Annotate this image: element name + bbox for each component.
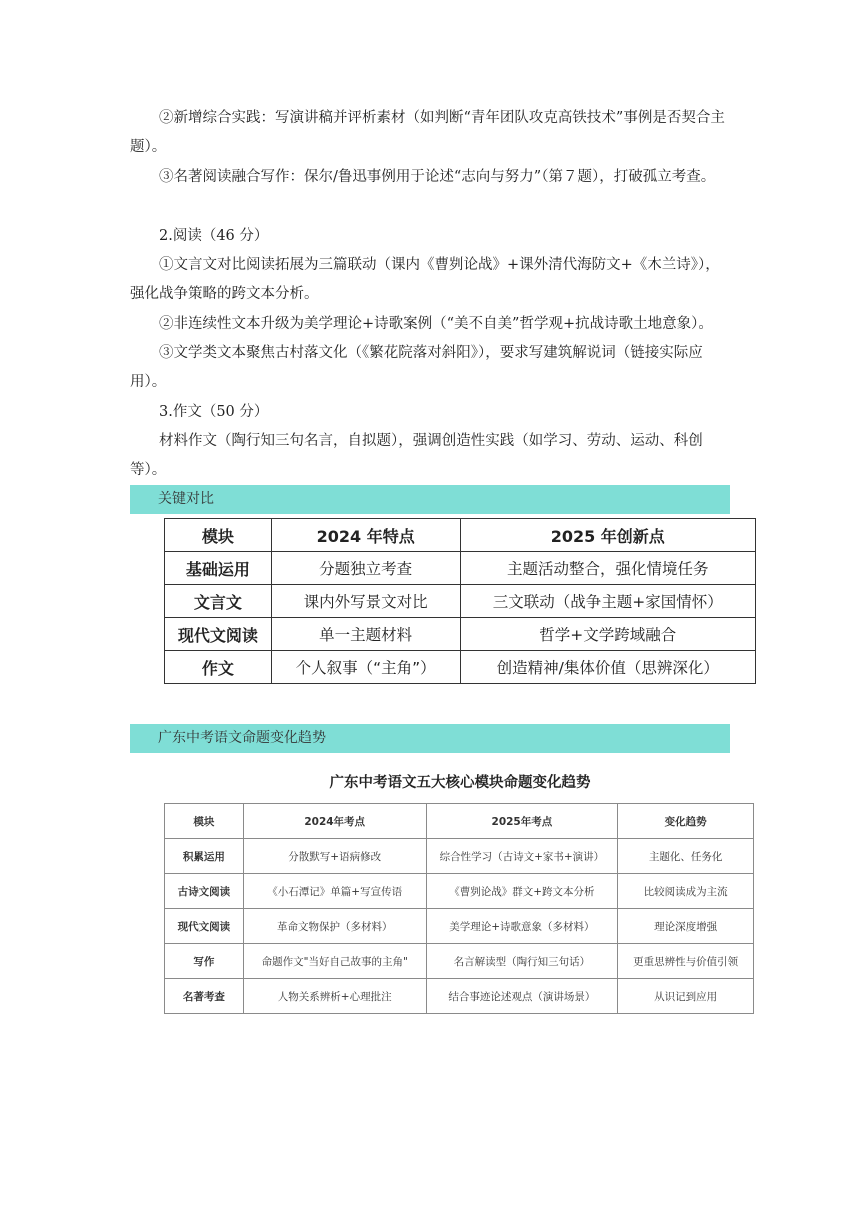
table-cell: 理论深度增强 [618,909,754,944]
header-cell: 2025年考点 [426,804,618,839]
header-cell: 变化趋势 [618,804,754,839]
trend-table-title: 广东中考语文五大核心模块命题变化趋势 [329,774,591,791]
table-row [165,839,754,874]
row-header-cell: 作文 [165,651,272,684]
row-header-cell: 名著考查 [165,979,244,1014]
row-header-cell: 积累运用 [165,839,244,874]
comparison-table [164,518,756,684]
row-header-cell: 现代文阅读 [165,618,272,651]
paragraph-composition: 材料作文（陶行知三句名言，自拟题），强调创造性实践（如学习、劳动、运动、科创等）。 [130,433,703,478]
header-cell: 模块 [165,804,244,839]
table-cell: 分散默写+语病修改 [243,839,426,874]
table-cell: 主题化、任务化 [618,839,754,874]
table-row [165,944,754,979]
table-cell: 从识记到应用 [618,979,754,1014]
table-cell: 《曹刿论战》群文+跨文本分析 [426,874,618,909]
table-cell: 人物关系辨析+心理批注 [243,979,426,1014]
table-row [165,651,756,684]
table-row [165,618,756,651]
header-cell: 2024 年特点 [271,519,460,552]
table-cell: 个人叙事（“主角”） [271,651,460,684]
table-cell: 综合性学习（古诗文+家书+演讲） [426,839,618,874]
table-cell: 革命文物保护（多材料） [243,909,426,944]
section-bar-trend: 广东中考语文命题变化趋势 [130,724,730,753]
row-header-cell: 基础运用 [165,552,272,585]
table-cell: 命题作文"当好自己故事的主角" [243,944,426,979]
trend-table [164,803,754,1014]
table-header-row [165,804,754,839]
paragraph-classics: ③名著阅读融合写作：保尔/鲁迅事例用于论述“志向与努力”（第７题），打破孤立考查。 [159,169,716,185]
table-cell: 分题独立考查 [271,552,460,585]
row-header-cell: 现代文阅读 [165,909,244,944]
table-cell: 单一主题材料 [271,618,460,651]
table-row [165,909,754,944]
header-cell: 2025 年创新点 [460,519,755,552]
table-row [165,874,754,909]
table-row [165,979,754,1014]
table-cell: 更重思辨性与价值引领 [618,944,754,979]
row-header-cell: 写作 [165,944,244,979]
heading-reading: 2.阅读（46 分） [159,228,269,244]
table-cell: 结合事迹论述观点（演讲场景） [426,979,618,1014]
table-cell: 比较阅读成为主流 [618,874,754,909]
paragraph-literary-text: ③文学类文本聚焦古村落文化（《繁花院落对斜阳》），要求写建筑解说词（链接实际应用）。 [130,345,703,390]
section-bar-comparison: 关键对比 [130,485,730,514]
table-header-row [165,519,756,552]
table-row [165,552,756,585]
heading-writing: 3.作文（50 分） [159,404,269,420]
table-cell: 哲学+文学跨域融合 [460,618,755,651]
table-cell: 三文联动（战争主题+家国情怀） [460,585,755,618]
table-cell: 主题活动整合，强化情境任务 [460,552,755,585]
table-cell: 创造精神/集体价值（思辨深化） [460,651,755,684]
table-cell: 《小石潭记》单篇+写宣传语 [243,874,426,909]
row-header-cell: 文言文 [165,585,272,618]
paragraph-nonlinear-text: ②非连续性文本升级为美学理论+诗歌案例（“美不自美”哲学观+抗战诗歌土地意象）。 [159,316,713,332]
table-cell: 名言解读型（陶行知三句话） [426,944,618,979]
table-cell: 课内外写景文对比 [271,585,460,618]
table-row [165,585,756,618]
header-cell: 模块 [165,519,272,552]
header-cell: 2024年考点 [243,804,426,839]
paragraph-classical-chinese: ①文言文对比阅读拓展为三篇联动（课内《曹刿论战》+课外清代海防文+《木兰诗》），强化战争策略的跨文本分析。 [130,257,720,302]
row-header-cell: 古诗文阅读 [165,874,244,909]
table-cell: 美学理论+诗歌意象（多材料） [426,909,618,944]
paragraph-practice: ②新增综合实践：写演讲稿并评析素材（如判断“青年团队攻克高铁技术”事例是否契合主题）。 [130,110,725,155]
